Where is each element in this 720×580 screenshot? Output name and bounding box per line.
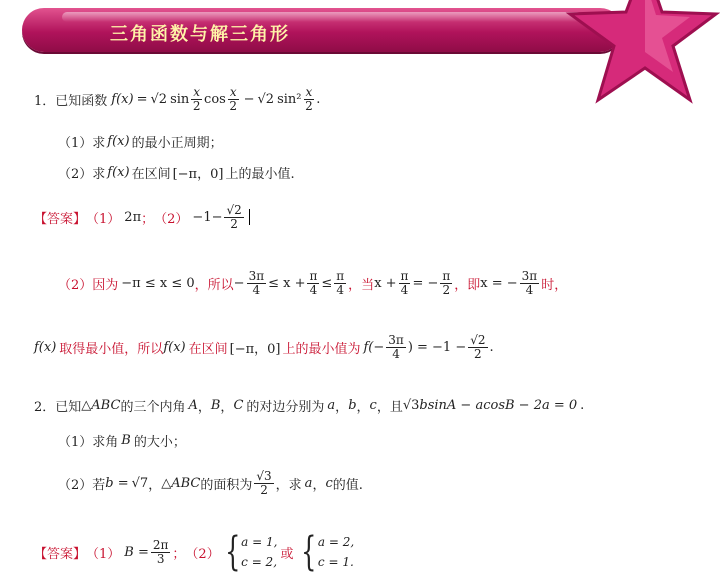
- inequality: ≤: [321, 275, 333, 291]
- question-1-part-1: [58, 132, 223, 151]
- frac-num: π: [336, 269, 345, 283]
- triangle: △ABC: [161, 475, 201, 491]
- fraction: [228, 86, 239, 112]
- fraction: [191, 86, 202, 112]
- fraction: [254, 470, 273, 496]
- comma: ，: [220, 400, 234, 415]
- var: b: [348, 398, 357, 413]
- frac-den: 4: [336, 282, 345, 297]
- page-title: 三角函数与解三角形: [110, 24, 290, 45]
- frac-den: 4: [392, 346, 400, 361]
- question-number: 2．: [34, 400, 56, 415]
- left-brace: {: [224, 529, 241, 576]
- comma: ，: [356, 400, 370, 415]
- left-brace: {: [301, 529, 317, 576]
- part-text: 上的最小值.: [225, 167, 295, 182]
- solution-1-conclusion: [34, 334, 494, 360]
- expression: x = −: [480, 275, 518, 291]
- inequality: ≤ x +: [268, 275, 306, 291]
- var: c: [369, 398, 377, 413]
- part-label: （1）求角: [58, 435, 119, 450]
- frac-den: 2: [192, 98, 201, 113]
- triangle: △ABC: [81, 398, 121, 413]
- equation: bsinA − acosB − 2a = 0: [419, 398, 578, 413]
- part-text: 的最小正周期；: [131, 136, 223, 151]
- solution-text: ，所以: [194, 277, 234, 293]
- frac-num: x: [229, 85, 237, 99]
- question-1-part-2: [58, 163, 295, 182]
- fraction: [304, 86, 315, 112]
- system-row: c = 2,: [241, 555, 278, 570]
- solution-1-part-2: [58, 270, 567, 296]
- var: B: [121, 433, 131, 448]
- text-cursor: [249, 209, 250, 225]
- answer-tag: 【答案】: [34, 546, 87, 562]
- system-row: a = 2,: [317, 535, 355, 549]
- frac-den: 2: [229, 98, 238, 113]
- answer-1: [34, 204, 250, 230]
- minus: −: [243, 91, 255, 107]
- frac-num: π: [442, 269, 451, 283]
- solution-text: 在区间: [188, 341, 228, 357]
- fraction: [399, 270, 411, 296]
- frac-den: 4: [525, 282, 534, 297]
- question-2-part-2: [58, 470, 363, 496]
- comma: ，: [335, 400, 349, 415]
- question-text: 的对边分别为: [246, 400, 325, 415]
- part-text: ，求: [275, 477, 302, 493]
- part-text: 在区间: [131, 167, 171, 182]
- part-label: （1）: [86, 211, 121, 227]
- separator: ；: [141, 211, 155, 227]
- frac-den: 3: [156, 551, 165, 566]
- frac-den: 2: [442, 282, 451, 297]
- part-text: 的值.: [332, 477, 363, 493]
- frac-den: 4: [309, 282, 318, 297]
- sin: sin: [170, 91, 190, 107]
- frac-num: √3: [256, 469, 272, 483]
- part-label: （2）: [154, 211, 189, 227]
- part-label: （2）求: [58, 167, 106, 182]
- part-label: （1）: [86, 546, 121, 562]
- func-f: f(x): [34, 339, 57, 355]
- fraction: [247, 270, 267, 296]
- frac-num: π: [400, 269, 409, 283]
- frac-den: 2: [230, 216, 238, 231]
- frac-num: √2: [470, 333, 486, 347]
- period: .: [316, 91, 321, 107]
- var: a: [304, 475, 313, 491]
- interval: [−π，0]: [229, 341, 281, 357]
- comma: ，: [148, 477, 162, 493]
- expression: ) = −1 −: [407, 339, 467, 355]
- frac-num: 2π: [152, 538, 169, 553]
- question-text: ，且: [376, 400, 403, 415]
- frac-num: 3π: [248, 269, 265, 283]
- frac-num: 3π: [388, 333, 404, 347]
- answer-tag: 【答案】: [34, 211, 87, 227]
- question-number: 1．: [34, 93, 56, 109]
- solution-text: 取得最小值，所以: [59, 341, 164, 357]
- expression: f(−: [363, 339, 385, 355]
- sqrt2: √2: [257, 91, 275, 107]
- question-text: 的三个内角: [120, 400, 186, 415]
- sqrt7: √7: [131, 475, 149, 491]
- cos: cos: [204, 91, 226, 107]
- frac-den: 4: [400, 282, 409, 297]
- frac-num: √2: [226, 203, 242, 217]
- part-label: （2）: [185, 546, 220, 562]
- part-text: 的面积为: [200, 477, 253, 493]
- system-row: a = 1,: [241, 535, 278, 549]
- period: .: [580, 398, 585, 413]
- frac-den: 4: [252, 282, 261, 297]
- answer-value: −1−: [192, 209, 223, 225]
- solution-text: ，当: [348, 277, 375, 293]
- func-f: f(x): [107, 134, 130, 149]
- solution-text: 时，: [541, 277, 568, 293]
- solution-text: （2）因为: [58, 277, 119, 293]
- system-row: c = 1.: [317, 555, 354, 570]
- answer-value: 2π: [124, 209, 142, 225]
- fraction: [151, 539, 171, 565]
- question-1: [34, 86, 320, 112]
- frac-den: 2: [305, 98, 313, 113]
- or-text: 或: [280, 546, 294, 562]
- star-icon: [540, 0, 720, 110]
- condition: −π ≤ x ≤ 0: [121, 275, 195, 291]
- solution-text: ，即: [454, 277, 481, 293]
- fraction: [224, 204, 243, 230]
- question-2-part-1: [58, 431, 186, 450]
- interval: [−π，0]: [172, 167, 224, 182]
- sqrt2: √2: [150, 91, 168, 107]
- frac-den: 2: [260, 482, 268, 497]
- expression: = −: [412, 275, 439, 291]
- answer-2: [34, 529, 355, 576]
- frac-den: 2: [474, 346, 482, 361]
- func-f: f(x): [107, 165, 130, 180]
- expression: b =: [105, 475, 129, 491]
- part-label: （2）若: [58, 477, 106, 493]
- expression: x +: [374, 275, 397, 291]
- var: A: [188, 398, 198, 413]
- equation-system: [241, 532, 277, 573]
- equals: =: [136, 91, 148, 107]
- fraction: [520, 270, 540, 296]
- separator: ；: [172, 546, 186, 562]
- expression: B =: [124, 544, 149, 560]
- minus: −: [233, 275, 245, 291]
- question-2: [34, 396, 584, 415]
- frac-num: x: [305, 85, 313, 99]
- fraction: [307, 270, 319, 296]
- equation-system: [318, 532, 354, 573]
- frac-num: x: [193, 85, 201, 99]
- fraction: [334, 270, 346, 296]
- var: B: [210, 398, 221, 413]
- sin-squared: sin²: [277, 91, 302, 107]
- part-text: 的大小；: [133, 435, 186, 450]
- fraction: [468, 334, 487, 360]
- question-text: 已知函数: [55, 93, 108, 109]
- comma: ，: [197, 400, 211, 415]
- frac-num: 3π: [521, 269, 538, 283]
- solution-text: 上的最小值为: [282, 341, 361, 357]
- part-label: （1）求: [58, 136, 106, 151]
- fraction: [386, 334, 406, 360]
- title-banner: [22, 8, 622, 52]
- func-f: f(x): [111, 91, 134, 107]
- var: C: [233, 398, 244, 413]
- func-f: f(x): [163, 339, 186, 355]
- question-text: 已知: [55, 400, 82, 415]
- var: a: [327, 398, 336, 413]
- var: c: [325, 475, 333, 491]
- period: .: [489, 339, 494, 355]
- frac-num: π: [309, 269, 318, 283]
- sqrt3: √3: [402, 398, 420, 413]
- comma: ，: [312, 477, 326, 493]
- fraction: [440, 270, 452, 296]
